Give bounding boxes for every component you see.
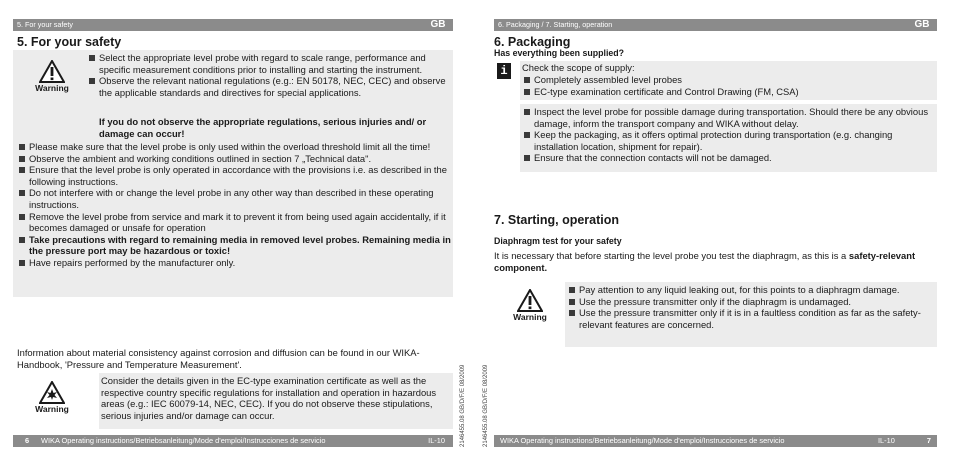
left-warning-block: [27, 60, 77, 93]
ex-warning-label: Warning: [35, 404, 69, 414]
packaging-item: Inspect the level probe for possible damage during transportation. Should there be any obvious damage, inform the transport company and WIKA without delay.: [522, 106, 934, 129]
info-icon: i: [497, 63, 511, 79]
left-header-text: 5. For your safety: [17, 20, 73, 29]
right-page-footer: [494, 435, 937, 447]
warning-triangle-icon: [39, 60, 65, 83]
right-footer-text: WIKA Operating instructions/Betriebsanleitung/Mode d'emploi/Instrucciones de servicio: [500, 436, 785, 445]
left-lang-badge: GB: [423, 19, 453, 31]
left-page-number: 6: [25, 436, 30, 445]
right-warning-label: Warning: [513, 312, 547, 322]
supply-item: EC-type examination certificate and Control Drawing (FM, CSA): [522, 86, 932, 98]
warning-label: Warning: [35, 83, 69, 93]
warning-triangle-icon: [517, 289, 543, 312]
supply-list: [522, 74, 932, 97]
right-warning-item: Pay attention to any liquid leaking out, for this points to a diaphragm damage.: [567, 284, 933, 296]
safety-item: Ensure that the level probe is only operated in accordance with the provisions i.e. as described in the following instructions.: [17, 164, 451, 187]
diaphragm-text: [494, 250, 934, 273]
safety-item: Observe the ambient and working conditions outlined in section 7 „Technical data".: [17, 153, 451, 165]
material-info-text: Information about material consistency against corrosion and diffusion can be found in our WIKA-Handbook, 'Pressure and Temperature Measurement'.: [17, 347, 420, 370]
diaphragm-subtitle: Diaphragm test for your safety: [494, 236, 622, 246]
right-warning-block: [505, 289, 555, 322]
ex-warning-text: Consider the details given in the EC-type examination certificate as well as the respective country specific regulations for installation and operation in hazardous areas (e.g.: IEC 60079-14, NEC, CEC). If you do not observe these stipulations, serious injuries and/or damage can occur.: [101, 375, 437, 421]
warning-item: Select the appropriate level probe with regard to scale range, performance and specific measurement conditions prior to installing and starting the instrument.: [87, 52, 451, 75]
safety-item: Please make sure that the level probe is only used within the overload threshold limit all the time!: [17, 141, 451, 153]
warning-item: Observe the relevant national regulations (e.g.: EN 50178, NEC, CEC) and observe the applicable standards and directives for special applications.: [87, 75, 451, 98]
safety-item: Have repairs performed by the manufacturer only.: [17, 257, 451, 269]
starting-title: 7. Starting, operation: [494, 213, 620, 227]
safety-item: Do not interfere with or change the level probe in any other way than described in these operating instructions.: [17, 187, 451, 210]
left-section-title: 5. For your safety: [17, 35, 122, 49]
left-warning-list: [87, 52, 451, 98]
right-footer-code: IL-10: [878, 436, 895, 445]
safety-item: Remove the level probe from service and mark it to prevent it from being used again accidentally, if it becomes damaged or unsafe for operation: [17, 211, 451, 234]
left-doc-code: 2146455.08 GB/D/F/E 08/2009: [460, 364, 466, 447]
right-page-header: [494, 19, 937, 31]
packaging-item: Keep the packaging, as it offers optimal protection during transportation (e.g. changing installation location, shipment for repair).: [522, 129, 934, 152]
right-header-text: 6. Packaging / 7. Starting, operation: [498, 20, 613, 29]
right-page-number: 7: [926, 436, 931, 445]
safety-item-bold: Take precautions with regard to remaining media in removed level probes. Remaining media in the pressure port may be hazardous or toxic!: [17, 234, 451, 257]
check-intro: Check the scope of supply:: [522, 62, 635, 73]
left-safety-list: [17, 141, 451, 269]
packaging-list: [522, 106, 934, 164]
left-footer-code: IL-10: [428, 436, 445, 445]
left-page-footer: [13, 435, 453, 447]
diaphragm-text-main: It is necessary that before starting the level probe you test the diaphragm, as this is a: [494, 250, 847, 261]
left-footer-text: WIKA Operating instructions/Betriebsanleitung/Mode d'emploi/Instrucciones de servicio: [41, 436, 326, 445]
explosion-warning-icon: [39, 381, 65, 404]
right-doc-code: 2146455.08 GB/D/F/E 08/2009: [483, 364, 489, 447]
supply-item: Completely assembled level probes: [522, 74, 932, 86]
left-page-header: [13, 19, 453, 31]
ex-warning-block: [27, 381, 77, 414]
warning-bold-text: If you do not observe the appropriate regulations, serious injuries and/ or damage can occur!: [99, 116, 427, 139]
right-lang-badge: GB: [907, 19, 937, 31]
diaphragm-text-bold: safety-relevant component.: [494, 250, 916, 273]
right-warning-item: Use the pressure transmitter only if it is in a faultless condition as far as the safety-relevant features are concerned.: [567, 307, 933, 330]
packaging-title: 6. Packaging: [494, 35, 571, 49]
packaging-subtitle: Has everything been supplied?: [494, 48, 625, 58]
right-warning-item: Use the pressure transmitter only if the diaphragm is undamaged.: [567, 296, 933, 308]
packaging-item: Ensure that the connection contacts will not be damaged.: [522, 152, 934, 164]
right-warning-list: [567, 284, 933, 330]
